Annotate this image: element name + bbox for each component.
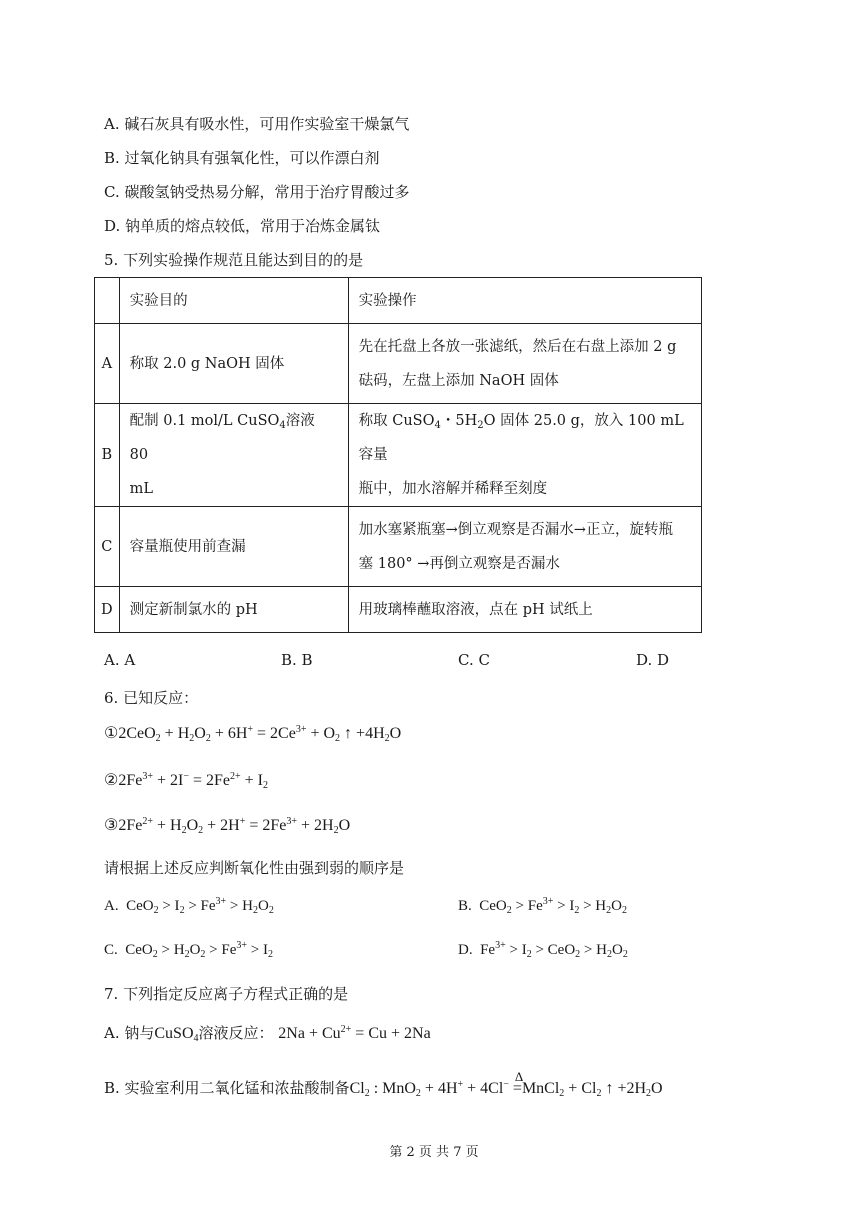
table-header-cell [95,278,120,324]
row-operation: 用玻璃棒蘸取溶液，点在 pH 试纸上 [348,587,701,633]
q6-reaction-3: $③2Fe^{2+} + H_2O_2 + 2H^+ = 2Fe^{3+} + 2H_2O$ [104,816,351,836]
row-label: A [95,324,120,404]
q4-option-b: B. 过氧化钠具有强氧化性，可以作漂白剂 [104,149,380,167]
row-purpose: 称取 2.0 g NaOH 固体 [119,324,348,404]
q7-option-b: B. 实验室利用二氧化锰和浓盐酸制备$Cl_2$ : MnO$_2$ + 4H+ + 4Cl− Δ =MnCl$_2$ + $Cl_2$ ↑ $+2H_2O$ [104,1069,663,1099]
q4-option-d: D. 钠单质的熔点较低，常用于冶炼金属钛 [104,217,381,235]
row-purpose: 容量瓶使用前查漏 [119,507,348,587]
row-operation-line: 加水塞紧瓶塞→倒立观察是否漏水→正立，旋转瓶 [358,521,673,538]
heat-delta-symbol: Δ [514,1069,524,1084]
table-row [95,324,702,404]
q6-option-c: C. $CeO_2 > H_2O_2 > Fe^{3+} > I_2$ [104,940,273,960]
row-label: D [95,587,120,633]
q5-option-a: A. A [104,651,136,669]
q5-option-d: D. D [636,651,670,669]
row-operation [348,507,701,587]
row-label: C [95,507,120,587]
q7-stem: 7. 下列指定反应离子方程式正确的是 [104,985,349,1003]
q7-option-a: A. 钠与CuSO$_4$溶液反应： $2Na + Cu^{2+} = Cu + 2Na$ [104,1024,431,1044]
row-operation-line: 砝码，左盘上添加 NaOH 固体 [358,372,559,389]
q6-option-a: A. $CeO_2 > I_2 > Fe^{3+} > H_2O_2$ [104,896,274,916]
table-header-cell: 实验操作 [348,278,701,324]
row-purpose [119,404,348,507]
row-operation-line: 瓶中，加水溶解并稀释至刻度 [358,481,548,497]
row-purpose: 测定新制氯水的 pH [119,587,348,633]
row-label: B [95,404,120,507]
page-footer: 第 2 页 共 7 页 [389,1145,479,1160]
row-operation-line: 塞 180° →再倒立观察是否漏水 [358,555,560,572]
row-purpose-line: 配制 0.1 mol/L CuSO$_4$溶液 80 [129,413,315,463]
q6-stem: 6. 已知反应： [104,689,199,707]
q6-option-b: B. $CeO_2 > Fe^{3+} > I_2 > H_2O_2$ [458,896,627,916]
row-operation [348,404,701,507]
q5-option-c: C. C [458,651,490,669]
q5-option-b: B. B [281,651,313,669]
row-operation-line: 先在托盘上各放一张滤纸，然后在右盘上添加 2 g [358,338,677,355]
table-row [95,404,702,507]
q5-stem: 5. 下列实验操作规范且能达到目的的是 [104,251,364,269]
table-row [95,587,702,633]
q4-option-c: C. 碳酸氢钠受热易分解，常用于治疗胃酸过多 [104,183,410,201]
q6-question: 请根据上述反应判断氧化性由强到弱的顺序是 [104,859,405,877]
q6-option-d: D. $Fe^{3+} > I_2 > CeO_2 > H_2O_2$ [458,940,628,960]
q6-reaction-1: ①2CeO$_2$ + $H_2O_2 + 6H^+ = 2Ce^{3+} + O_2$ ↑ $+4H_2O$ [104,724,402,744]
q5-table [94,277,702,633]
row-operation [348,324,701,404]
q4-option-a: A. 碱石灰具有吸水性，可用作实验室干燥氯气 [104,115,410,133]
row-operation-line: 称取 CuSO$_4$・$5H_2O$ 固体 25.0 g，放入 100 mL 容量 [358,413,684,463]
table-header-row [95,278,702,324]
q6-reaction-2: $②2Fe^{3+} + 2I^- = 2Fe^{2+} + I_2$ [104,771,269,791]
table-header-cell: 实验目的 [119,278,348,324]
table-row [95,507,702,587]
row-purpose-line: mL [129,481,154,497]
